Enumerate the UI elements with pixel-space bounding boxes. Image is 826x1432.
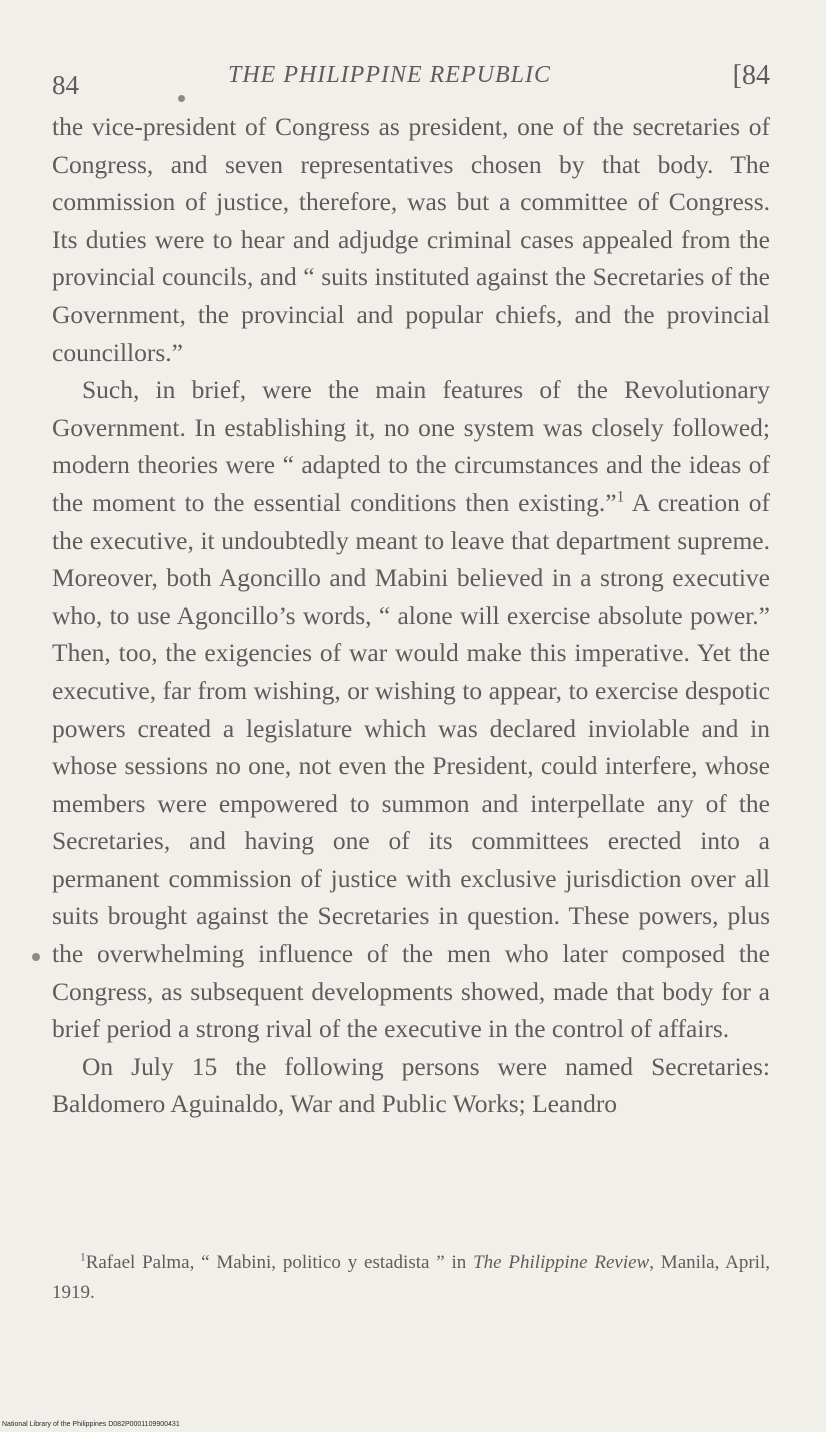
footnote-text xyxy=(52,1248,770,1308)
paragraph xyxy=(52,371,770,1048)
paragraph-text: Such, in brief, were the main features of the Revolutionary Government. In establishing it, no one system was closely followed; modern theories were “ adapted to the circumstances and the ideas of the moment to the essential conditions then existing.” xyxy=(52,375,770,517)
running-title: THE PHILIPPINE REPUBLIC xyxy=(228,62,551,88)
footnote-title: The Philippine Review xyxy=(473,1252,650,1273)
ink-spot-mark xyxy=(32,953,40,961)
library-stamp: National Library of the Philippines D082P0001109900431 xyxy=(2,1421,180,1428)
body-text xyxy=(52,108,770,1123)
footnote-reference: 1 xyxy=(616,488,625,506)
paragraph-continued: the vice-president of Congress as president, one of the secretaries of Congress, and seven representatives chosen by that body. The commission of justice, therefore, was but a committee of Congress. Its duties were to hear and adjudge criminal cases appealed from the provincial councils, and “ suits instituted against the Secretaries of the Government, the provincial and popular chiefs, and the provincial councillors.” xyxy=(52,112,770,367)
paragraph: On July 15 the following persons were named Secretaries: Baldomero Aguinaldo, War and Public Works; Leandro xyxy=(52,1051,770,1119)
footnote-citation-end: , Manila, April, 1919. xyxy=(52,1252,770,1303)
footnote xyxy=(52,1248,770,1308)
ink-spot-mark xyxy=(178,95,185,102)
footnote-mark: 1 xyxy=(80,1251,86,1264)
paragraph-text: A creation of the executive, it undoubtedly meant to leave that department supreme. Moreover, both Agoncillo and Mabini believed in a strong executive who, to use Agoncillo’s words, “ alone will exercise absolute power.” Then, too, the exigencies of war would make this imperative. Yet the executive, far from wishing, or wishing to appear, to exercise despotic powers created a legislature which was declared inviolable and in whose sessions no one, not even the President, could interfere, whose members were empowered to summon and interpellate any of the Secretaries, and having one of its committees erected into a permanent commission of justice with exclusive jurisdiction over all suits brought against the Secretaries in question. These powers, plus the overwhelming influence of the men who later composed the Congress, as subsequent developments showed, made that body for a brief period a strong rival of the executive in the control of affairs. xyxy=(52,487,770,1044)
page-number-left: 84 xyxy=(52,70,79,100)
page-number-right: [84 xyxy=(732,60,770,91)
footnote-citation: Rafael Palma, “ Mabini, politico y estadista ” in xyxy=(85,1252,474,1273)
page-header xyxy=(52,56,770,104)
